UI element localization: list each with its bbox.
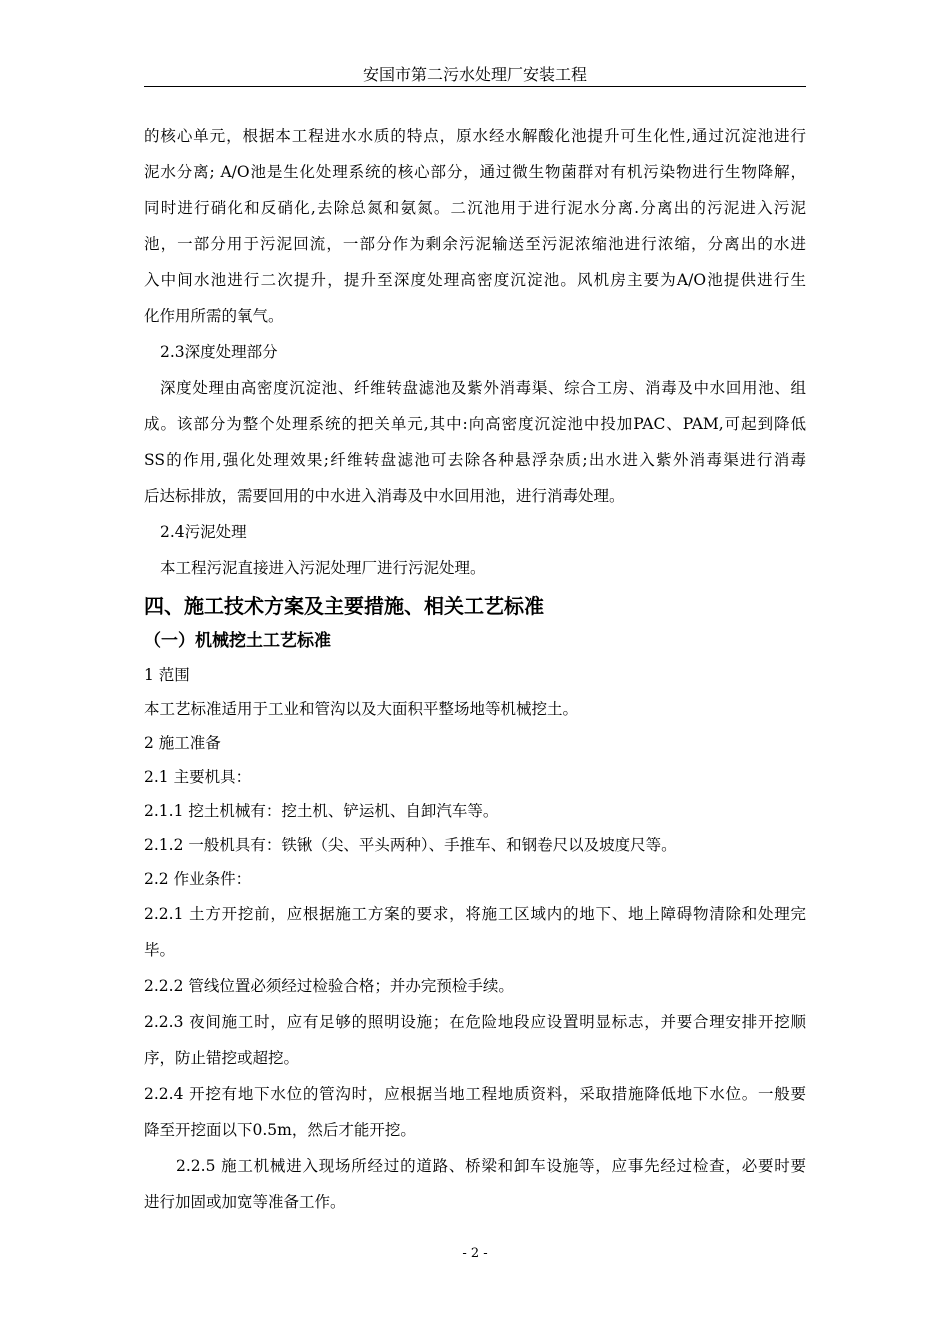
header-rule [144, 86, 806, 87]
paragraph-line: 深度处理由高密度沉淀池、纤维转盘滤池及紫外消毒渠、综合工房、消毒及中水回用池、组 [160, 379, 806, 397]
paragraph-line: 化作用所需的氧气。 [144, 307, 284, 325]
item-text: 2.2.4 开挖有地下水位的管沟时，应根据当地工程地质资料，采取措施降低地下水位。一般要 [144, 1085, 806, 1103]
page-number: - 2 - [462, 1246, 488, 1261]
paragraph-line: 后达标排放，需要回用的中水进入消毒及中水回用池，进行消毒处理。 [144, 487, 625, 505]
paragraph-line: 池，一部分用于污泥回流，一部分作为剩余污泥输送至污泥浓缩池进行浓缩，分离出的水进 [144, 235, 806, 253]
item-text: 进行加固或加宽等准备工作。 [144, 1193, 346, 1211]
document-body [144, 118, 806, 1220]
paragraph-line: 入中间水池进行二次提升，提升至深度处理高密度沉淀池。风机房主要为A/O池提供进行生 [144, 271, 806, 289]
item-text: 2.2.5 施工机械进入现场所经过的道路、桥梁和卸车设施等，应事先经过检查，必要时要 [176, 1157, 806, 1175]
item-title: 1 范围 [144, 666, 190, 684]
subsection-title: （一）机械挖土工艺标准 [144, 631, 331, 651]
item-text: 2.1 主要机具： [144, 768, 252, 786]
item-text: 序，防止错挖或超挖。 [144, 1049, 300, 1067]
item-text: 2.2 作业条件： [144, 870, 252, 888]
item-text: 2.2.3 夜间施工时，应有足够的照明设施；在危险地段应设置明显标志，并要合理安排开挖顺 [144, 1013, 806, 1031]
item-title: 2 施工准备 [144, 734, 221, 752]
page-header: 安国市第二污水处理厂安装工程 [362, 65, 587, 84]
item-text: 2.2.1 土方开挖前，应根据施工方案的要求，将施工区域内的地下、地上障碍物清除和处理完 [144, 905, 806, 923]
paragraph-line: SS的作用,强化处理效果;纤维转盘滤池可去除各种悬浮杂质;出水进入紫外消毒渠进行消毒 [144, 451, 806, 469]
item-text: 本工艺标准适用于工业和管沟以及大面积平整场地等机械挖土。 [144, 700, 579, 718]
item-text: 降至开挖面以下0.5m，然后才能开挖。 [144, 1121, 416, 1139]
paragraph-line: 成。该部分为整个处理系统的把关单元,其中:向高密度沉淀池中投加PAC、PAM,可起到降低 [144, 415, 806, 433]
heading-2-4: 2.4污泥处理 [160, 523, 247, 541]
paragraph-line: 的核心单元，根据本工程进水水质的特点，原水经水解酸化池提升可生化性,通过沉淀池进行 [144, 127, 806, 145]
section-title: 四、施工技术方案及主要措施、相关工艺标准 [144, 594, 544, 618]
paragraph-line: 本工程污泥直接进入污泥处理厂进行污泥处理。 [160, 559, 486, 577]
heading-2-3: 2.3深度处理部分 [160, 343, 278, 361]
paragraph-line: 泥水分离; A/O池是生化处理系统的核心部分，通过微生物菌群对有机污染物进行生物降解， [144, 163, 806, 181]
item-text: 毕。 [144, 941, 176, 959]
item-text: 2.1.1 挖土机械有：挖土机、铲运机、自卸汽车等。 [144, 802, 499, 820]
paragraph-line: 同时进行硝化和反硝化,去除总氮和氨氮。二沉池用于进行泥水分离.分离出的污泥进入污泥 [144, 199, 806, 217]
item-text: 2.1.2 一般机具有：铁锹（尖、平头两种）、手推车、和钢卷尺以及坡度尺等。 [144, 836, 677, 854]
item-text: 2.2.2 管线位置必须经过检验合格；并办完预检手续。 [144, 977, 514, 995]
